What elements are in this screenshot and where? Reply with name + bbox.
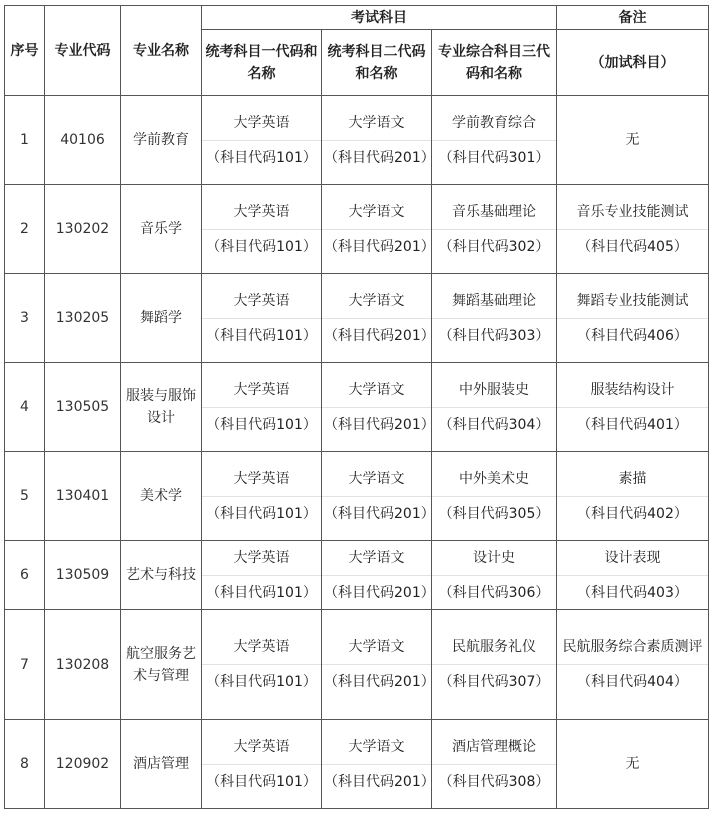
cell-extra-subject-name: 民航服务综合素质测评 xyxy=(557,636,708,665)
cell-major-name-text: 学前教育 xyxy=(133,132,189,148)
cell-subject1-name: 大学英语 xyxy=(202,201,321,230)
cell-extra-subject-code: （科目代码405） xyxy=(577,238,688,255)
cell-seq-text: 3 xyxy=(20,310,29,326)
cell-major-name xyxy=(121,185,202,274)
cell-subject3-code: （科目代码301） xyxy=(438,149,550,166)
cell-subject3-name: 中外美术史 xyxy=(432,468,556,497)
cell-seq xyxy=(5,720,45,809)
cell-major-code xyxy=(45,610,121,720)
cell-subject3-name: 民航服务礼仪 xyxy=(432,636,556,665)
table-row xyxy=(5,274,709,363)
cell-subject2-code: （科目代码201） xyxy=(324,327,435,344)
cell-subject3 xyxy=(432,541,557,610)
cell-subject1-code: （科目代码101） xyxy=(206,149,317,166)
cell-extra-subject-name: 无 xyxy=(625,132,640,148)
cell-subject2 xyxy=(322,610,435,720)
cell-extra-subject xyxy=(557,274,709,363)
cell-major-name-text: 舞蹈学 xyxy=(140,310,182,326)
cell-subject2-code: （科目代码201） xyxy=(324,773,435,790)
cell-subject3-code: （科目代码303） xyxy=(438,327,550,344)
cell-subject2 xyxy=(322,452,435,541)
cell-subject1 xyxy=(202,274,322,363)
cell-subject2 xyxy=(322,541,435,610)
cell-subject1-name: 大学英语 xyxy=(202,290,321,319)
cell-subject1 xyxy=(202,452,322,541)
cell-subject2-name: 大学语文 xyxy=(322,201,431,230)
cell-seq xyxy=(5,610,45,720)
cell-major-name-text: 音乐学 xyxy=(140,221,182,237)
cell-subject2-code: （科目代码201） xyxy=(324,149,435,166)
cell-major-name xyxy=(121,541,202,610)
cell-extra-subject-code: （科目代码406） xyxy=(577,327,688,344)
cell-subject3-code: （科目代码306） xyxy=(438,584,550,601)
cell-major-code xyxy=(45,274,121,363)
cell-major-code-text: 130202 xyxy=(55,221,110,237)
cell-major-name xyxy=(121,96,202,185)
cell-subject3-name: 酒店管理概论 xyxy=(432,736,556,765)
cell-extra-subject xyxy=(557,452,709,541)
cell-subject2 xyxy=(322,185,435,274)
header-subject3: 专业综合科目三代码和名称 xyxy=(432,30,557,96)
cell-major-name xyxy=(121,720,202,809)
cell-subject2 xyxy=(322,720,435,809)
table-row xyxy=(5,185,709,274)
cell-subject3 xyxy=(432,274,557,363)
cell-major-name-text: 酒店管理 xyxy=(133,756,189,772)
cell-seq-text: 6 xyxy=(20,567,29,583)
cell-subject3-name: 中外服装史 xyxy=(432,379,556,408)
cell-major-name xyxy=(121,363,202,452)
cell-seq-text: 4 xyxy=(20,399,29,415)
cell-extra-subject-name: 服装结构设计 xyxy=(557,379,708,408)
cell-subject1 xyxy=(202,363,322,452)
cell-subject3-name: 设计史 xyxy=(432,547,556,576)
cell-major-name-text: 艺术与科技 xyxy=(126,567,196,583)
cell-major-code xyxy=(45,452,121,541)
cell-subject1-code: （科目代码101） xyxy=(206,327,317,344)
cell-subject3-code: （科目代码305） xyxy=(438,505,550,522)
cell-major-code-text: 120902 xyxy=(55,756,110,772)
header-seq: 序号 xyxy=(5,6,45,96)
cell-extra-subject-name: 素描 xyxy=(557,468,708,497)
cell-major-name-text: 美术学 xyxy=(140,488,182,504)
table-row xyxy=(5,720,709,809)
cell-extra-subject xyxy=(557,610,709,720)
cell-major-code xyxy=(45,185,121,274)
cell-major-code xyxy=(45,96,121,185)
cell-seq-text: 5 xyxy=(20,488,29,504)
cell-subject2-name: 大学语文 xyxy=(322,290,431,319)
cell-subject2-code: （科目代码201） xyxy=(324,674,435,690)
cell-subject1-code: （科目代码101） xyxy=(206,674,317,690)
cell-subject2-code: （科目代码201） xyxy=(324,238,435,255)
table-row xyxy=(5,541,709,610)
header-extra-subject: （加试科目） xyxy=(557,30,709,96)
cell-subject1 xyxy=(202,96,322,185)
cell-seq xyxy=(5,452,45,541)
cell-seq xyxy=(5,541,45,610)
cell-extra-subject-code: （科目代码404） xyxy=(577,674,688,690)
cell-major-name xyxy=(121,274,202,363)
cell-subject3 xyxy=(432,720,557,809)
cell-extra-subject-name: 舞蹈专业技能测试 xyxy=(557,290,708,319)
exam-subjects-table xyxy=(4,5,709,809)
table-body xyxy=(5,96,709,809)
cell-extra-subject-name: 无 xyxy=(625,756,640,772)
cell-subject2-name: 大学语文 xyxy=(322,379,431,408)
cell-subject1-name: 大学英语 xyxy=(202,379,321,408)
cell-extra-subject xyxy=(557,720,709,809)
table-row xyxy=(5,610,709,720)
cell-seq-text: 2 xyxy=(20,221,29,237)
header-exam-subjects: 考试科目 xyxy=(202,6,557,30)
cell-subject1-name: 大学英语 xyxy=(202,112,321,141)
cell-subject3-code: （科目代码304） xyxy=(438,416,550,433)
cell-subject3 xyxy=(432,185,557,274)
cell-seq-text: 1 xyxy=(20,132,29,148)
cell-subject2 xyxy=(322,363,435,452)
cell-subject2 xyxy=(322,274,435,363)
cell-subject3-name: 舞蹈基础理论 xyxy=(432,290,556,319)
cell-major-code-text: 130205 xyxy=(55,310,110,326)
cell-seq xyxy=(5,185,45,274)
cell-major-code-text: 130505 xyxy=(55,399,110,415)
header-remarks: 备注 xyxy=(557,6,709,30)
header-subject2: 统考科目二代码和名称 xyxy=(322,30,432,96)
cell-extra-subject-code: （科目代码401） xyxy=(577,416,688,433)
cell-major-code-text: 130509 xyxy=(55,567,110,583)
cell-subject3-code: （科目代码307） xyxy=(438,674,550,690)
cell-seq xyxy=(5,96,45,185)
cell-subject1 xyxy=(202,541,322,610)
cell-subject3 xyxy=(432,452,557,541)
cell-subject3-name: 学前教育综合 xyxy=(432,112,556,141)
cell-subject1 xyxy=(202,720,322,809)
cell-extra-subject-code: （科目代码402） xyxy=(577,505,688,522)
cell-subject1-name: 大学英语 xyxy=(202,636,321,665)
cell-seq xyxy=(5,274,45,363)
cell-subject3-name: 音乐基础理论 xyxy=(432,201,556,230)
cell-subject1-code: （科目代码101） xyxy=(206,584,317,601)
cell-subject3-code: （科目代码302） xyxy=(438,238,550,255)
cell-subject2-name: 大学语文 xyxy=(322,636,431,665)
cell-extra-subject xyxy=(557,96,709,185)
cell-subject3 xyxy=(432,610,557,720)
table-row xyxy=(5,452,709,541)
cell-subject3 xyxy=(432,96,557,185)
cell-seq xyxy=(5,363,45,452)
cell-major-code xyxy=(45,541,121,610)
table-row xyxy=(5,96,709,185)
cell-subject2-name: 大学语文 xyxy=(322,468,431,497)
cell-subject1-name: 大学英语 xyxy=(202,736,321,765)
cell-seq-text: 8 xyxy=(20,756,29,772)
cell-extra-subject-code: （科目代码403） xyxy=(577,584,688,601)
cell-subject2-name: 大学语文 xyxy=(322,547,431,576)
cell-subject1-code: （科目代码101） xyxy=(206,505,317,522)
cell-major-code xyxy=(45,720,121,809)
cell-major-code-text: 40106 xyxy=(60,132,105,148)
cell-extra-subject xyxy=(557,541,709,610)
header-major-name: 专业名称 xyxy=(121,6,202,96)
cell-major-code xyxy=(45,363,121,452)
cell-extra-subject-name: 音乐专业技能测试 xyxy=(557,201,708,230)
header-major-code: 专业代码 xyxy=(45,6,121,96)
table-row xyxy=(5,363,709,452)
cell-major-name-text: 航空服务艺术与管理 xyxy=(126,645,196,684)
cell-subject1 xyxy=(202,610,322,720)
cell-subject1-name: 大学英语 xyxy=(202,547,321,576)
cell-extra-subject xyxy=(557,363,709,452)
cell-subject2 xyxy=(322,96,435,185)
cell-subject3-code: （科目代码308） xyxy=(438,773,550,790)
cell-subject2-code: （科目代码201） xyxy=(324,584,435,601)
cell-extra-subject xyxy=(557,185,709,274)
cell-major-name xyxy=(121,452,202,541)
cell-subject2-code: （科目代码201） xyxy=(324,416,435,433)
cell-subject2-code: （科目代码201） xyxy=(324,505,435,522)
cell-subject2-name: 大学语文 xyxy=(322,736,431,765)
cell-subject1 xyxy=(202,185,322,274)
cell-major-name xyxy=(121,610,202,720)
cell-major-code-text: 130208 xyxy=(55,656,110,673)
cell-subject1-code: （科目代码101） xyxy=(206,238,317,255)
cell-subject3 xyxy=(432,363,557,452)
cell-major-name-text: 服装与服饰设计 xyxy=(126,388,196,426)
cell-major-code-text: 130401 xyxy=(55,488,110,504)
cell-extra-subject-name: 设计表现 xyxy=(557,547,708,576)
cell-seq-text: 7 xyxy=(20,656,29,673)
header-subject1: 统考科目一代码和名称 xyxy=(202,30,322,96)
cell-subject1-code: （科目代码101） xyxy=(206,773,317,790)
cell-subject2-name: 大学语文 xyxy=(322,112,431,141)
cell-subject1-code: （科目代码101） xyxy=(206,416,317,433)
cell-subject1-name: 大学英语 xyxy=(202,468,321,497)
